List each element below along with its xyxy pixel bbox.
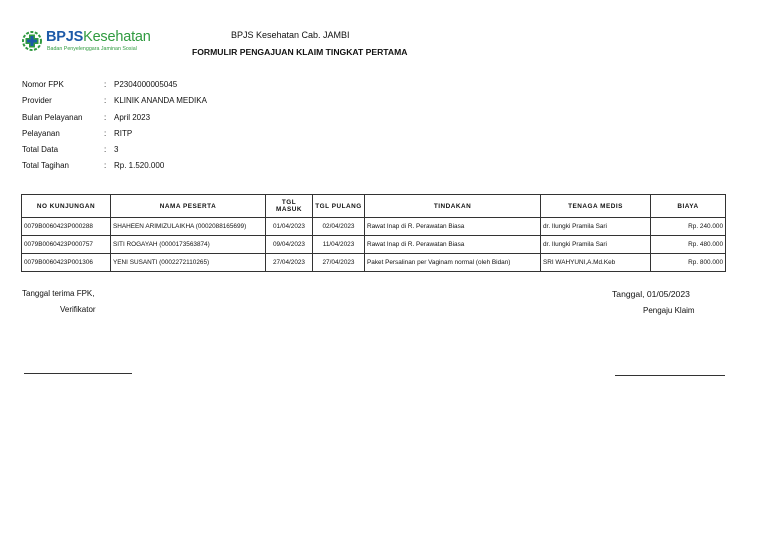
- cell-tgl-pulang: 02/04/2023: [313, 218, 365, 236]
- column-header: TENAGA MEDIS: [541, 195, 651, 218]
- info-label: Nomor FPK: [22, 80, 64, 89]
- info-row-total-tagihan: [22, 161, 207, 177]
- info-sep: :: [104, 161, 107, 171]
- info-sep: :: [104, 96, 107, 106]
- info-sep: :: [104, 80, 107, 89]
- info-label: Bulan Pelayanan: [22, 112, 83, 122]
- info-sep: :: [104, 112, 107, 122]
- bpjs-emblem-icon: [22, 31, 42, 51]
- info-row-total-data: [22, 145, 207, 161]
- column-header: TINDAKAN: [365, 195, 541, 218]
- column-header: TGL PULANG: [313, 195, 365, 218]
- info-value: KLINIK ANANDA MEDIKA: [114, 96, 207, 106]
- cell-nama-peserta: YENI SUSANTI (0002272110265): [111, 254, 266, 272]
- cell-tenaga-medis: SRI WAHYUNI,A.Md.Keb: [541, 254, 651, 272]
- claim-date: Tanggal, 01/05/2023: [612, 289, 690, 299]
- info-value: Rp. 1.520.000: [114, 161, 165, 171]
- info-row-nomor-fpk: [22, 80, 207, 96]
- table-header-row: [22, 195, 726, 218]
- claim-info: [22, 80, 207, 178]
- info-value: RITP: [114, 128, 133, 138]
- info-row-provider: [22, 96, 207, 112]
- logo-name-bpjs: BPJS: [46, 29, 84, 45]
- cell-tgl-masuk: 01/04/2023: [266, 218, 313, 236]
- cell-no-kunjungan: 0079B0060423P001306: [22, 254, 111, 272]
- claimant-signature-line: [615, 375, 725, 376]
- cell-tgl-masuk: 09/04/2023: [266, 236, 313, 254]
- info-row-pelayanan: [22, 129, 207, 145]
- info-label: Provider: [22, 96, 52, 106]
- cell-biaya: Rp. 480.000: [651, 236, 726, 254]
- info-value: 3: [114, 145, 119, 155]
- cell-tgl-pulang: 11/04/2023: [313, 236, 365, 254]
- table-row: [22, 236, 726, 254]
- cell-no-kunjungan: 0079B0060423P000288: [22, 218, 111, 236]
- verifier-signature-line: [24, 373, 132, 374]
- info-row-bulan-pelayanan: [22, 113, 207, 129]
- cell-tindakan: Paket Persalinan per Vaginam normal (oleh Bidan): [365, 254, 541, 272]
- logo-tagline: Badan Penyelenggara Jaminan Sosial: [47, 46, 137, 52]
- branch-name: BPJS Kesehatan Cab. JAMBI: [231, 30, 350, 40]
- table-row: [22, 218, 726, 236]
- info-sep: :: [104, 145, 107, 155]
- cell-tindakan: Rawat Inap di R. Perawatan Biasa: [365, 236, 541, 254]
- cell-tgl-masuk: 27/04/2023: [266, 254, 313, 272]
- cell-tenaga-medis: dr. Ilungki Pramila Sari: [541, 236, 651, 254]
- logo-name: [46, 29, 151, 45]
- form-title: FORMULIR PENGAJUAN KLAIM TINGKAT PERTAMA: [192, 47, 408, 57]
- column-header: NAMA PESERTA: [111, 195, 266, 218]
- column-header: TGL MASUK: [266, 195, 313, 218]
- cell-tindakan: Rawat Inap di R. Perawatan Biasa: [365, 218, 541, 236]
- cell-no-kunjungan: 0079B0060423P000757: [22, 236, 111, 254]
- verifier-label: Verifikator: [60, 305, 96, 314]
- cell-nama-peserta: SHAHEEN ARIMIZULAIKHA (0002088165699): [111, 218, 266, 236]
- received-date-label: Tanggal terima FPK,: [22, 289, 95, 298]
- info-label: Total Data: [22, 145, 59, 155]
- info-sep: :: [104, 128, 107, 138]
- claims-table: [21, 194, 726, 272]
- column-header: NO KUNJUNGAN: [22, 195, 111, 218]
- info-label: Pelayanan: [22, 128, 60, 138]
- info-label: Total Tagihan: [22, 161, 69, 171]
- cell-biaya: Rp. 800.000: [651, 254, 726, 272]
- cell-biaya: Rp. 240.000: [651, 218, 726, 236]
- column-header: BIAYA: [651, 195, 726, 218]
- info-value: April 2023: [114, 112, 151, 122]
- bpjs-logo: [22, 29, 151, 55]
- info-value: P2304000005045: [114, 80, 178, 89]
- table-row: [22, 254, 726, 272]
- claimant-label: Pengaju Klaim: [643, 306, 695, 315]
- cell-tgl-pulang: 27/04/2023: [313, 254, 365, 272]
- logo-name-kesehatan: Kesehatan: [83, 29, 151, 45]
- cell-tenaga-medis: dr. Ilungki Pramila Sari: [541, 218, 651, 236]
- cell-nama-peserta: SITI ROGAYAH (0000173563874): [111, 236, 266, 254]
